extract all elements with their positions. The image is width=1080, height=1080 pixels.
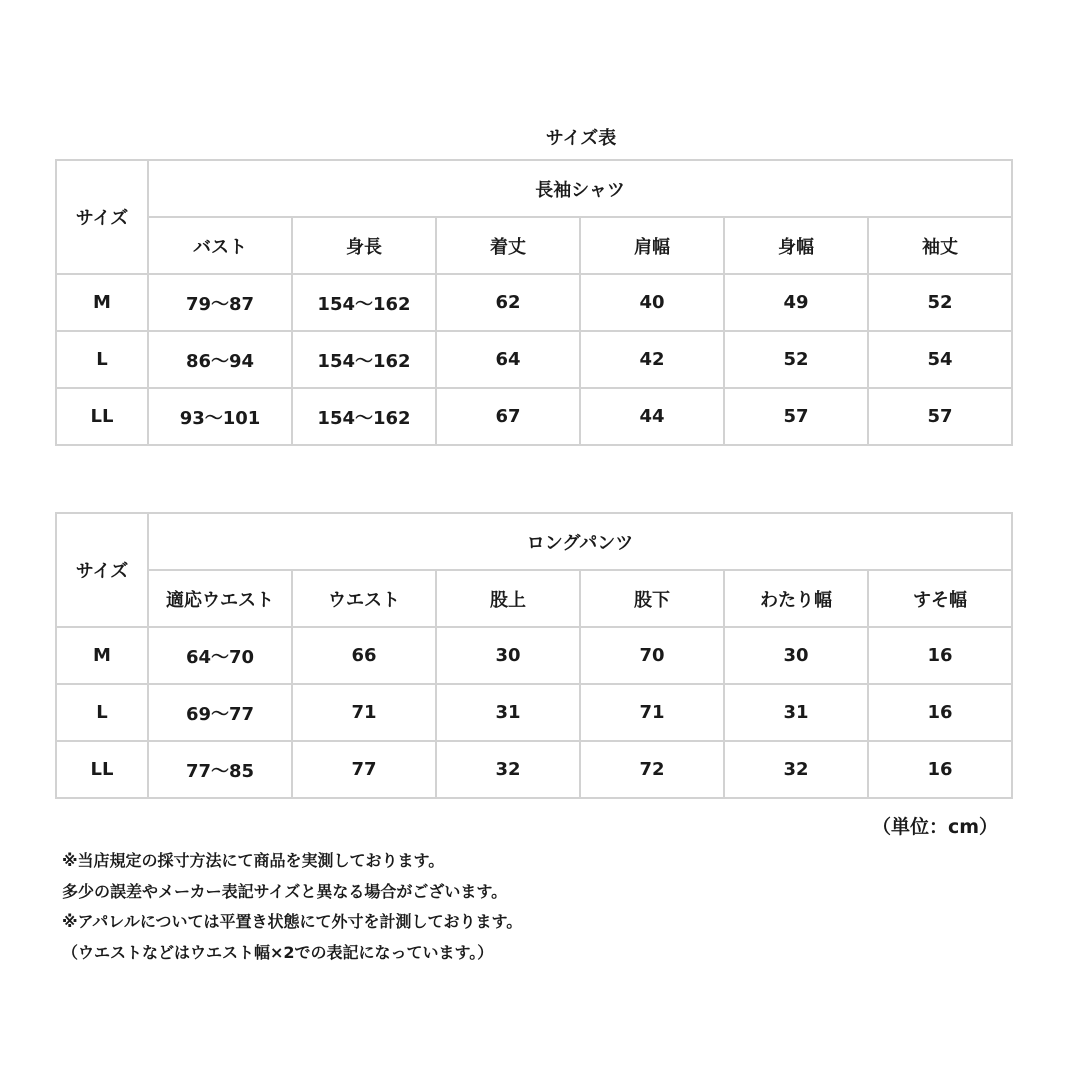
table-cell: 67 [436, 388, 580, 445]
table-cell: 16 [868, 684, 1012, 741]
group-header-cell: ロングパンツ [148, 513, 1012, 570]
table-cell: 154〜162 [292, 331, 436, 388]
pants-size-table [55, 512, 1013, 799]
page-title: サイズ表 [545, 128, 617, 149]
table-cell: 44 [580, 388, 724, 445]
note-line: ※当店規定の採寸方法にて商品を実測しております。 [62, 851, 445, 870]
size-header-cell: サイズ [56, 160, 148, 274]
table-cell: 154〜162 [292, 388, 436, 445]
note-line: （ウエストなどはウエスト幅×2での表記になっています。） [62, 942, 494, 962]
column-header: 身幅 [724, 217, 868, 274]
table-cell: 16 [868, 627, 1012, 684]
table-cell: 70 [580, 627, 724, 684]
table-cell: 79〜87 [148, 274, 292, 331]
size-cell: L [56, 331, 148, 388]
table-cell: 54 [868, 331, 1012, 388]
table-cell: 154〜162 [292, 274, 436, 331]
table-cell: 52 [868, 274, 1012, 331]
table-row [56, 331, 1012, 388]
table-cell: 69〜77 [148, 684, 292, 741]
table-cell: 32 [436, 741, 580, 798]
column-header-row [56, 217, 1012, 274]
table-cell: 31 [436, 684, 580, 741]
column-header: 股下 [580, 570, 724, 627]
table-cell: 64〜70 [148, 627, 292, 684]
column-header: わたり幅 [724, 570, 868, 627]
size-cell: M [56, 627, 148, 684]
table-cell: 40 [580, 274, 724, 331]
column-header: 着丈 [436, 217, 580, 274]
table-header-row [56, 160, 1012, 217]
column-header: すそ幅 [868, 570, 1012, 627]
table-cell: 49 [724, 274, 868, 331]
table-cell: 31 [724, 684, 868, 741]
table-cell: 32 [724, 741, 868, 798]
table-cell: 62 [436, 274, 580, 331]
table-cell: 71 [580, 684, 724, 741]
table-row [56, 274, 1012, 331]
column-header: 袖丈 [868, 217, 1012, 274]
table-cell: 42 [580, 331, 724, 388]
table-header-row [56, 513, 1012, 570]
table-cell: 30 [436, 627, 580, 684]
size-cell: L [56, 684, 148, 741]
column-header-row [56, 570, 1012, 627]
table-cell: 72 [580, 741, 724, 798]
table-cell: 16 [868, 741, 1012, 798]
column-header: 適応ウエスト [148, 570, 292, 627]
note-line: ※アパレルについては平置き状態にて外寸を計測しております。 [62, 912, 523, 931]
column-header: ウエスト [292, 570, 436, 627]
table-row [56, 741, 1012, 798]
table-cell: 77〜85 [148, 741, 292, 798]
size-cell: LL [56, 388, 148, 445]
notes-block [62, 846, 522, 968]
table-cell: 77 [292, 741, 436, 798]
size-cell: M [56, 274, 148, 331]
unit-note: （単位：cm） [871, 816, 998, 838]
table-cell: 64 [436, 331, 580, 388]
table-row [56, 627, 1012, 684]
column-header: バスト [148, 217, 292, 274]
table-row [56, 388, 1012, 445]
group-header-cell: 長袖シャツ [148, 160, 1012, 217]
column-header: 身長 [292, 217, 436, 274]
size-header-cell: サイズ [56, 513, 148, 627]
size-cell: LL [56, 741, 148, 798]
table-cell: 93〜101 [148, 388, 292, 445]
note-line: 多少の誤差やメーカー表記サイズと異なる場合がございます。 [62, 881, 508, 901]
shirt-size-table [55, 159, 1013, 446]
column-header: 股上 [436, 570, 580, 627]
table-cell: 86〜94 [148, 331, 292, 388]
table-cell: 66 [292, 627, 436, 684]
table-cell: 30 [724, 627, 868, 684]
table-cell: 71 [292, 684, 436, 741]
table-cell: 52 [724, 331, 868, 388]
table-cell: 57 [868, 388, 1012, 445]
table-row [56, 684, 1012, 741]
column-header: 肩幅 [580, 217, 724, 274]
table-cell: 57 [724, 388, 868, 445]
